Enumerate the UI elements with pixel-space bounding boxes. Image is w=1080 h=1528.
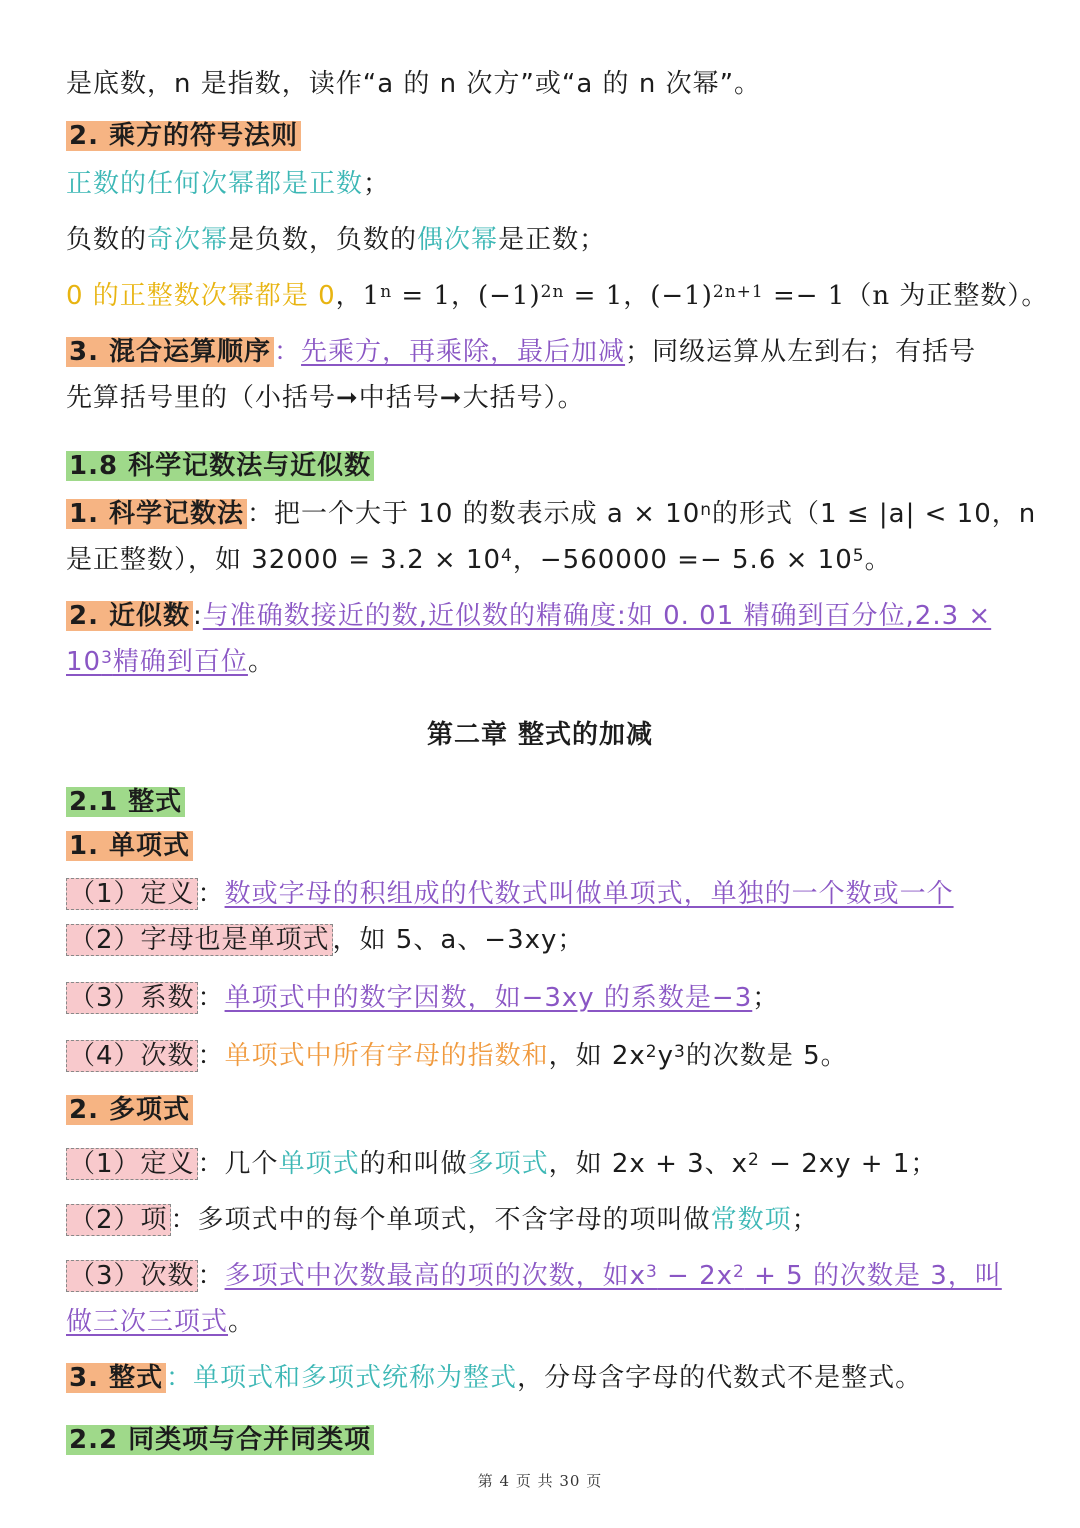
text: + 5 的次数是 3，叫 [744, 1261, 1002, 1291]
polynomial-heading-row [66, 1090, 1020, 1130]
heading-sign-rule: 2. 乘方的符号法则 [66, 121, 301, 151]
approx-definition: 与准确数接近的数,近似数的精确度:如 0. 01 精确到百分位,2.3 × [202, 601, 992, 631]
approx-line-2 [66, 642, 1020, 682]
formula-one-power [363, 281, 1049, 311]
superscript: 4 [501, 546, 513, 566]
order-rule: 先乘方，再乘除，最后加减 [301, 337, 626, 367]
approx-example [66, 647, 248, 677]
label-coefficient: （3）系数 [66, 982, 198, 1014]
text: ，如 2x [548, 1041, 646, 1071]
label-degree: （4）次数 [66, 1040, 198, 1072]
label-term: （2）项 [66, 1204, 171, 1236]
text: 的次数是 5。 [685, 1041, 848, 1071]
text: 负数的 [66, 225, 148, 255]
order-line-1 [66, 332, 1020, 372]
paragraph-exponent-reading [66, 64, 1020, 104]
text: ：几个 [197, 1149, 279, 1179]
text: 的和叫做 [359, 1149, 468, 1179]
text: 10 [66, 647, 102, 677]
superscript: n [380, 282, 393, 302]
integral-expression-definition: 单项式和多项式统称为整式 [193, 1363, 518, 1393]
monomial-def-line-2 [66, 920, 1020, 960]
punct: ； [752, 983, 780, 1013]
even-power-term: 偶次幂 [417, 225, 499, 255]
positive-power-rule: 正数的任何次幂都是正数 [66, 169, 364, 199]
punct: ； [791, 1205, 819, 1235]
text: − 2xy + 1； [759, 1149, 938, 1179]
degree-definition: 单项式中所有字母的指数和 [224, 1041, 549, 1071]
sign-rule-line-1 [66, 164, 1020, 204]
text: y [657, 1041, 674, 1071]
integral-expression-line [66, 1358, 1020, 1398]
heading-section-2-1: 2.1 整式 [66, 787, 185, 817]
text: 的形式（1 ≤ |a| < 10，n [712, 499, 1037, 529]
heading-section-2-2: 2.2 同类项与合并同类项 [66, 1425, 374, 1455]
coefficient-definition: 单项式中的数字因数，如−3xy 的系数是−3 [224, 983, 753, 1013]
chapter-title: 第二章 整式的加减 [426, 720, 654, 750]
heading-section-1-8: 1.8 科学记数法与近似数 [66, 451, 374, 481]
punct: 。 [228, 1307, 256, 1337]
superscript: 2 [733, 1262, 745, 1282]
text: 精确到百位 [112, 647, 248, 677]
math-text: = 1，(−1) [392, 281, 541, 311]
punct: ， [335, 281, 363, 311]
text: 是正整数），如 32000 = 3.2 × 10 [66, 545, 502, 575]
heading-sign-rule-row [66, 116, 1020, 156]
math-text: 1 [362, 281, 381, 311]
superscript: 2 [748, 1150, 760, 1170]
heading-polynomial: 2. 多项式 [66, 1095, 193, 1125]
poly-degree-line-1 [66, 1256, 1020, 1296]
label-degree: （3）次数 [66, 1260, 198, 1292]
coefficient-line [66, 978, 1020, 1018]
punct: ： [197, 983, 225, 1013]
punct: : [193, 601, 203, 631]
poly-degree-line-2 [66, 1302, 1020, 1342]
punct: ； [363, 169, 391, 199]
monomial-heading-row [66, 826, 1020, 866]
text: ：多项式中的每个单项式，不含字母的项叫做 [170, 1205, 711, 1235]
superscript: n [700, 500, 713, 520]
term-line [66, 1200, 1020, 1240]
sci-notation-line-1 [66, 494, 1037, 534]
text: 是负数，负数的 [228, 225, 418, 255]
math-text: =− 1（n 为正整数）。 [763, 281, 1049, 311]
heading-scientific-notation: 1. 科学记数法 [66, 499, 247, 529]
monomial-def-line-1 [66, 874, 1020, 914]
section-1-8-row [66, 446, 1020, 486]
heading-operation-order: 3. 混合运算顺序 [66, 337, 274, 367]
text: ，如 2x + 3、x [548, 1149, 749, 1179]
superscript: 3 [674, 1042, 686, 1062]
sign-rule-line-2 [66, 220, 1020, 260]
superscript: 3 [101, 648, 113, 668]
math-text: = 1，(−1) [564, 281, 713, 311]
polynomial-term: 多项式 [467, 1149, 549, 1179]
poly-degree-example: 做三次三项式 [66, 1307, 229, 1337]
superscript: 2n [540, 282, 565, 302]
degree-line [66, 1036, 1020, 1076]
polynomial-def-line [66, 1144, 1020, 1184]
text: 是底数，n 是指数，读作“a 的 n 次方”或“a 的 n 次幂”。 [66, 69, 762, 99]
approx-line-1 [66, 596, 1020, 636]
punct: ： [274, 337, 302, 367]
sign-rule-line-3 [66, 276, 1049, 316]
section-2-2-row [66, 1420, 1020, 1460]
text: − 2x [657, 1261, 734, 1291]
sci-notation-line-2 [66, 540, 1020, 580]
text: ：把一个大于 10 的数表示成 a × 10 [247, 499, 701, 529]
text: ；同级运算从左到右；有括号 [625, 337, 977, 367]
label-definition: （1）定义 [66, 1148, 198, 1180]
constant-term: 常数项 [710, 1205, 792, 1235]
punct: ： [197, 879, 225, 909]
text: 多项式中次数最高的项的次数，如x [224, 1261, 646, 1291]
text: 。 [864, 545, 892, 575]
superscript: 5 [852, 546, 865, 566]
label-letter-is-monomial: （2）字母也是单项式 [66, 924, 333, 956]
order-line-2 [66, 378, 1020, 418]
monomial-definition: 数或字母的积组成的代数式叫做单项式，单独的一个数或一个 [224, 879, 954, 909]
heading-approximate-number: 2. 近似数 [66, 601, 193, 631]
superscript: 2n+1 [712, 282, 764, 302]
poly-degree-definition [225, 1261, 1002, 1291]
page-footer: 第 4 页 共 30 页 [477, 1472, 603, 1490]
punct: ： [197, 1261, 225, 1291]
heading-integral-expression: 3. 整式 [66, 1363, 166, 1393]
odd-power-term: 奇次幂 [147, 225, 229, 255]
label-definition: （1）定义 [66, 878, 198, 910]
monomial-term: 单项式 [278, 1149, 360, 1179]
heading-monomial: 1. 单项式 [66, 831, 193, 861]
text: 是正数； [498, 225, 607, 255]
text: ，−560000 =− 5.6 × 10 [512, 545, 853, 575]
zero-power-rule: 0 的正整数次幂都是 0 [66, 281, 336, 311]
superscript: 3 [645, 1262, 658, 1282]
punct: 。 [247, 647, 275, 677]
section-2-1-row [66, 782, 1020, 822]
text: ，如 5、a、−3xy； [332, 925, 585, 955]
superscript: 2 [645, 1042, 658, 1062]
text: ，分母含字母的代数式不是整式。 [517, 1363, 923, 1393]
text: 先算括号里的（小括号➞中括号➞大括号）。 [66, 383, 585, 413]
punct: ： [197, 1041, 225, 1071]
punct: ： [166, 1363, 194, 1393]
